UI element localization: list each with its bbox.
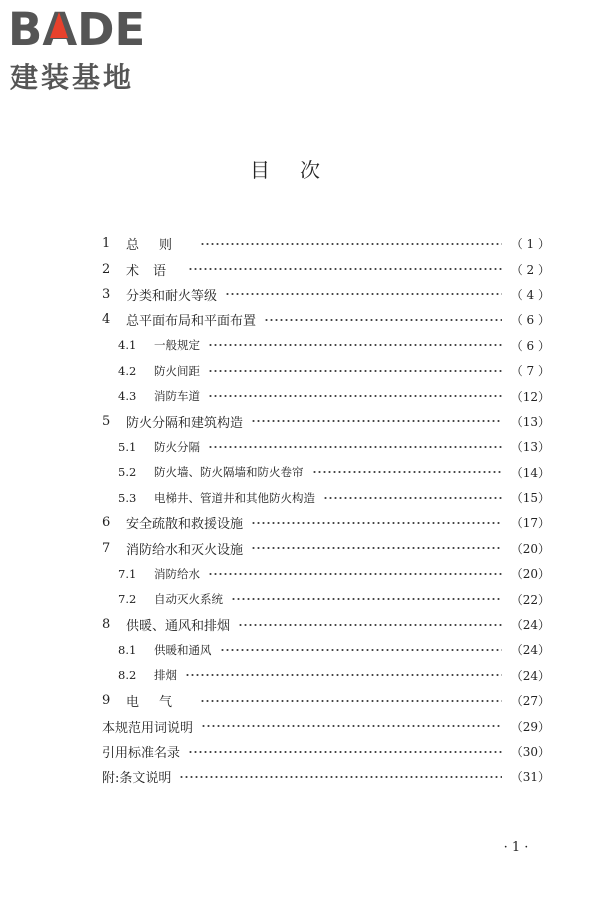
- toc-entry[interactable]: [102, 663, 550, 688]
- toc-entry-page: （30）: [510, 745, 550, 759]
- toc-entry-title: 分类和耐火等级: [126, 288, 218, 304]
- toc-leader-dots: [201, 721, 502, 731]
- toc-entry-page: （24）: [510, 643, 550, 658]
- toc-entry-title: 总平面布局和平面布置: [126, 314, 257, 330]
- toc-entry-number: 8.1: [118, 642, 137, 657]
- toc-entry-number: 2: [102, 261, 111, 277]
- toc-entry-title: 防火分隔: [154, 439, 200, 454]
- toc-entry-title: 一般规定: [154, 338, 200, 353]
- toc-entry-title: 防火墙、防火隔墙和防火卷帘: [154, 465, 304, 480]
- toc-leader-dots: [323, 493, 502, 503]
- toc-entry-title: 供暖和通风: [154, 642, 212, 657]
- toc-entry-title: 术语: [126, 263, 181, 279]
- toc-leader-dots: [185, 670, 502, 680]
- toc-entry-title: 总则: [126, 238, 193, 254]
- toc-entry[interactable]: [102, 282, 550, 307]
- toc-leader-dots: [208, 391, 502, 401]
- toc-entry-number: 4: [102, 312, 111, 328]
- page-number: · 1 ·: [503, 840, 529, 855]
- toc-leader-dots: [208, 366, 502, 376]
- toc-entry-page: （13）: [510, 414, 550, 429]
- toc-entry[interactable]: [102, 231, 550, 256]
- toc-leader-dots: [188, 264, 502, 274]
- toc-entry-number: 7.1: [118, 566, 137, 581]
- toc-entry[interactable]: [102, 383, 550, 408]
- toc-entry[interactable]: [102, 510, 550, 535]
- toc-leader-dots: [188, 747, 502, 757]
- logo-subtitle: 建装基地: [10, 61, 135, 94]
- toc-entry-title: 附:条文说明: [102, 771, 172, 787]
- logo-accent-triangle-icon: [50, 12, 68, 38]
- toc-entry[interactable]: [102, 256, 550, 281]
- toc-leader-dots: [251, 543, 502, 553]
- toc-entry-page: （14）: [510, 465, 550, 480]
- toc-leader-dots: [251, 518, 502, 528]
- toc-entry-number: 9: [102, 693, 111, 709]
- toc-entry[interactable]: [102, 688, 550, 713]
- toc-entry-title: 自动灭火系统: [154, 592, 223, 607]
- toc-leader-dots: [231, 594, 502, 604]
- toc-entry[interactable]: [102, 307, 550, 332]
- toc-entry-page: （22）: [510, 592, 550, 607]
- toc-entry[interactable]: [102, 586, 550, 611]
- toc-entry[interactable]: [102, 536, 550, 561]
- table-of-contents: [102, 231, 550, 790]
- toc-entry-title: 引用标准名录: [102, 746, 181, 761]
- toc-entry-number: 8: [102, 617, 111, 633]
- toc-entry[interactable]: [102, 739, 550, 764]
- toc-entry-page: （ 6 ）: [510, 313, 550, 328]
- toc-entry[interactable]: [102, 434, 550, 459]
- toc-leader-dots: [312, 467, 503, 477]
- toc-entry[interactable]: [102, 409, 550, 434]
- toc-entry-page: （ 1 ）: [510, 237, 550, 252]
- toc-entry-title: 电梯井、管道井和其他防火构造: [154, 490, 315, 505]
- toc-entry-number: 7: [102, 540, 111, 556]
- toc-entry-page: （13）: [510, 440, 550, 455]
- toc-entry-page: （17）: [510, 516, 550, 531]
- toc-entry-page: （ 4 ）: [510, 287, 550, 302]
- toc-entry-number: 3: [102, 286, 111, 302]
- toc-entry-number: 5.2: [118, 465, 137, 480]
- toc-entry-page: （12）: [510, 389, 550, 404]
- toc-entry-title: 防火分隔和建筑构造: [126, 415, 244, 431]
- toc-entry-number: 7.2: [118, 592, 137, 607]
- toc-entry[interactable]: [102, 333, 550, 358]
- toc-entry-number: 5.3: [118, 490, 137, 505]
- toc-entry-title: 消防给水和灭火设施: [126, 542, 244, 558]
- toc-entry-title: 消防给水: [154, 566, 200, 581]
- toc-entry-page: （ 7 ）: [510, 364, 550, 379]
- logo-letter-a: A: [42, 3, 78, 56]
- toc-entry-page: （31）: [510, 770, 550, 785]
- toc-leader-dots: [208, 340, 502, 350]
- toc-entry-title: 防火间距: [154, 363, 200, 378]
- toc-entry-title: 电气: [126, 695, 193, 711]
- toc-entry-page: （20）: [510, 541, 550, 556]
- toc-entry[interactable]: [102, 637, 550, 662]
- bade-logo: [8, 3, 178, 96]
- toc-entry[interactable]: [102, 764, 550, 789]
- toc-entry[interactable]: [102, 358, 550, 383]
- toc-leader-dots: [179, 772, 502, 782]
- toc-entry-page: （15）: [510, 491, 550, 506]
- toc-leader-dots: [220, 645, 503, 655]
- toc-entry-page: （ 2 ）: [510, 262, 550, 277]
- toc-leader-dots: [251, 416, 502, 426]
- toc-entry-title: 供暖、通风和排烟: [126, 619, 231, 635]
- toc-entry[interactable]: [102, 561, 550, 586]
- toc-leader-dots: [208, 569, 502, 579]
- toc-leader-dots: [238, 620, 502, 630]
- toc-entry-page: （24）: [510, 618, 550, 633]
- toc-entry-number: 5.1: [118, 439, 137, 454]
- toc-entry-title: 消防车道: [154, 389, 200, 404]
- toc-entry-number: 4.3: [118, 389, 137, 404]
- toc-entry-title: 本规范用词说明: [102, 720, 194, 736]
- toc-entry-number: 5: [102, 413, 111, 429]
- toc-entry[interactable]: [102, 460, 550, 485]
- toc-entry-title: 安全疏散和救援设施: [126, 517, 244, 533]
- page-title: 目次: [250, 158, 350, 182]
- toc-entry-page: （27）: [510, 694, 550, 709]
- logo-wordmark: BA DE: [8, 3, 146, 56]
- toc-entry-title: 排烟: [154, 668, 177, 683]
- toc-leader-dots: [200, 239, 502, 249]
- toc-entry-page: （29）: [510, 719, 550, 734]
- toc-leader-dots: [208, 442, 502, 452]
- toc-entry-number: 6: [102, 515, 111, 531]
- toc-entry-number: 4.1: [118, 338, 137, 353]
- toc-entry-page: （20）: [510, 567, 550, 582]
- toc-leader-dots: [264, 315, 502, 325]
- toc-leader-dots: [225, 289, 502, 299]
- toc-entry-number: 4.2: [118, 363, 137, 378]
- toc-entry-page: （ 6 ）: [510, 338, 550, 353]
- toc-entry[interactable]: [102, 485, 550, 510]
- toc-entry[interactable]: [102, 713, 550, 738]
- toc-entry-page: （24）: [510, 668, 550, 683]
- toc-leader-dots: [200, 696, 502, 706]
- toc-entry-number: 1: [102, 236, 111, 252]
- toc-entry-number: 8.2: [118, 668, 137, 683]
- toc-entry[interactable]: [102, 612, 550, 637]
